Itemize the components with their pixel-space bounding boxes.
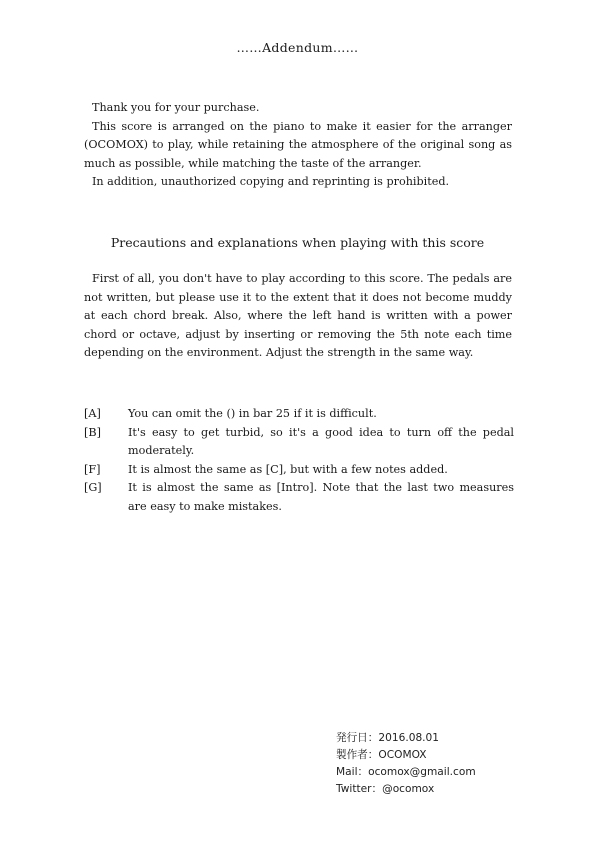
colophon <box>336 730 576 798</box>
producer: 製作者：OCOMOX <box>336 749 427 761</box>
contact-twitter: Twitter：@ocomox <box>336 783 435 795</box>
contact-mail: Mail：ocomox@gmail.com <box>336 766 476 778</box>
section-notes-list <box>84 405 514 516</box>
note-key: [G] <box>84 481 102 494</box>
explanation-section <box>84 270 512 363</box>
note-text: It is almost the same as [C], but with a few notes added. <box>128 462 448 476</box>
intro-thanks: Thank you for your purchase. <box>92 101 260 114</box>
note-key: [B] <box>84 425 101 439</box>
explanation-paragraph: First of all, you don't have to play according to this score. The pedals are not written, but please use it to the extent that it does not become muddy at each chord break. Also, where the left hand is written with a power chord or octave, adjust by inserting or removing the 5th note each time depending on the environment. Adjust the strength in the same way. <box>84 272 512 359</box>
note-item <box>84 405 514 424</box>
note-key: [F] <box>84 462 101 476</box>
intro-section <box>84 99 512 192</box>
intro-copyright-note: In addition, unauthorized copying and reprinting is prohibited. <box>92 175 450 188</box>
note-text: It's easy to get turbid, so it's a good idea to turn off the pedal moderately. <box>128 425 514 457</box>
note-text: You can omit the () in bar 25 if it is difficult. <box>128 407 377 420</box>
page-title: ……Addendum…… <box>236 40 359 55</box>
intro-arrangement-note: This score is arranged on the piano to make it easier for the arranger (OCOMOX) to play, while retaining the atmosphere of the original song as much as possible, while matching the taste of the arranger. <box>84 119 512 170</box>
note-text: It is almost the same as [Intro]. Note that the last two measures are easy to make mistakes. <box>128 481 514 513</box>
note-item <box>84 479 514 516</box>
section-heading: Precautions and explanations when playing with this score <box>110 235 485 250</box>
note-item <box>84 461 514 480</box>
note-key: [A] <box>84 407 101 420</box>
issue-date: 発行日：2016.08.01 <box>336 732 440 744</box>
note-item <box>84 424 514 461</box>
